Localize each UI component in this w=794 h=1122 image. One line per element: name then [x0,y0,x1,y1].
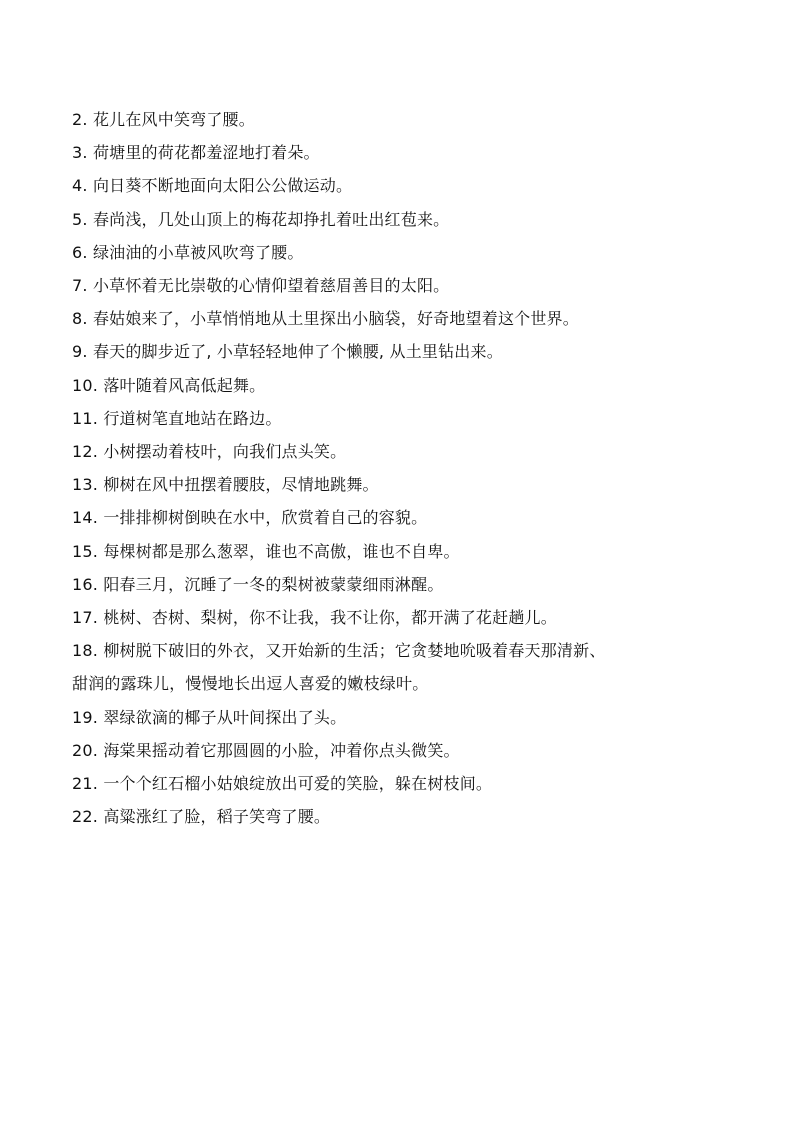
list-item [72,369,732,402]
sentence-text: 22. 高粱涨红了脸，稻子笑弯了腰。 [72,807,331,827]
sentence-text: 7. 小草怀着无比崇敬的心情仰望着慈眉善目的太阳。 [72,276,450,296]
sentence-text: 11. 行道树笔直地站在路边。 [72,408,282,428]
list-item [72,302,732,335]
list-item [72,169,732,202]
sentence-text: 3. 荷塘里的荷花都羞涩地打着朵。 [72,143,320,163]
sentence-text: 6. 绿油油的小草被风吹弯了腰。 [72,242,304,262]
list-item [72,734,732,767]
sentence-text: 17. 桃树、杏树、梨树，你不让我，我不让你，都开满了花赶趟儿。 [72,608,557,628]
sentence-text: 14. 一排排柳树倒映在水中，欣赏着自己的容貌。 [72,508,428,528]
sentence-text: 8. 春姑娘来了，小草悄悄地从土里探出小脑袋，好奇地望着这个世界。 [72,309,579,329]
list-item [72,568,732,601]
list-item [72,468,732,501]
sentence-text: 9. 春天的脚步近了, 小草轻轻地伸了个懒腰, 从土里钻出来。 [72,342,503,362]
list-item [72,103,732,136]
list-item [72,435,732,468]
sentence-text: 20. 海棠果摇动着它那圆圆的小脸，冲着你点头微笑。 [72,740,460,760]
sentence-text: 15. 每棵树都是那么葱翠，谁也不高傲，谁也不自卑。 [72,541,460,561]
list-item [72,269,732,302]
sentence-text: 2. 花儿在风中笑弯了腰。 [72,110,255,129]
sentence-text: 19. 翠绿欲滴的椰子从叶间探出了头。 [72,707,347,727]
sentence-text: 4. 向日葵不断地面向太阳公公做运动。 [72,176,353,196]
sentence-text: 5. 春尚浅，几处山顶上的梅花却挣扎着吐出红苞来。 [72,209,450,229]
sentence-text: 12. 小树摆动着枝叶，向我们点头笑。 [72,442,347,462]
list-item [72,335,732,368]
list-item [72,601,732,634]
list-item [72,701,732,734]
sentence-text: 18. 柳树脱下破旧的外衣，又开始新的生活；它贪婪地吮吸着春天那清新、 [72,641,606,661]
list-item [72,767,732,800]
sentence-text: 13. 柳树在风中扭摆着腰肢，尽情地跳舞。 [72,475,379,495]
sentence-text: 21. 一个个红石榴小姑娘绽放出可爱的笑脸，躲在树枝间。 [72,774,493,794]
list-item [72,501,732,534]
list-item [72,634,732,700]
list-item [72,535,732,568]
list-item [72,800,732,833]
list-item [72,136,732,169]
sentence-list [72,103,732,833]
list-item [72,203,732,236]
sentence-text-continued: 甜润的露珠儿，慢慢地长出逗人喜爱的嫩枝绿叶。 [72,674,429,694]
list-item [72,236,732,269]
sentence-text: 10. 落叶随着风高低起舞。 [72,375,266,395]
list-item [72,402,732,435]
sentence-text: 16. 阳春三月，沉睡了一冬的梨树被蒙蒙细雨淋醒。 [72,574,444,594]
